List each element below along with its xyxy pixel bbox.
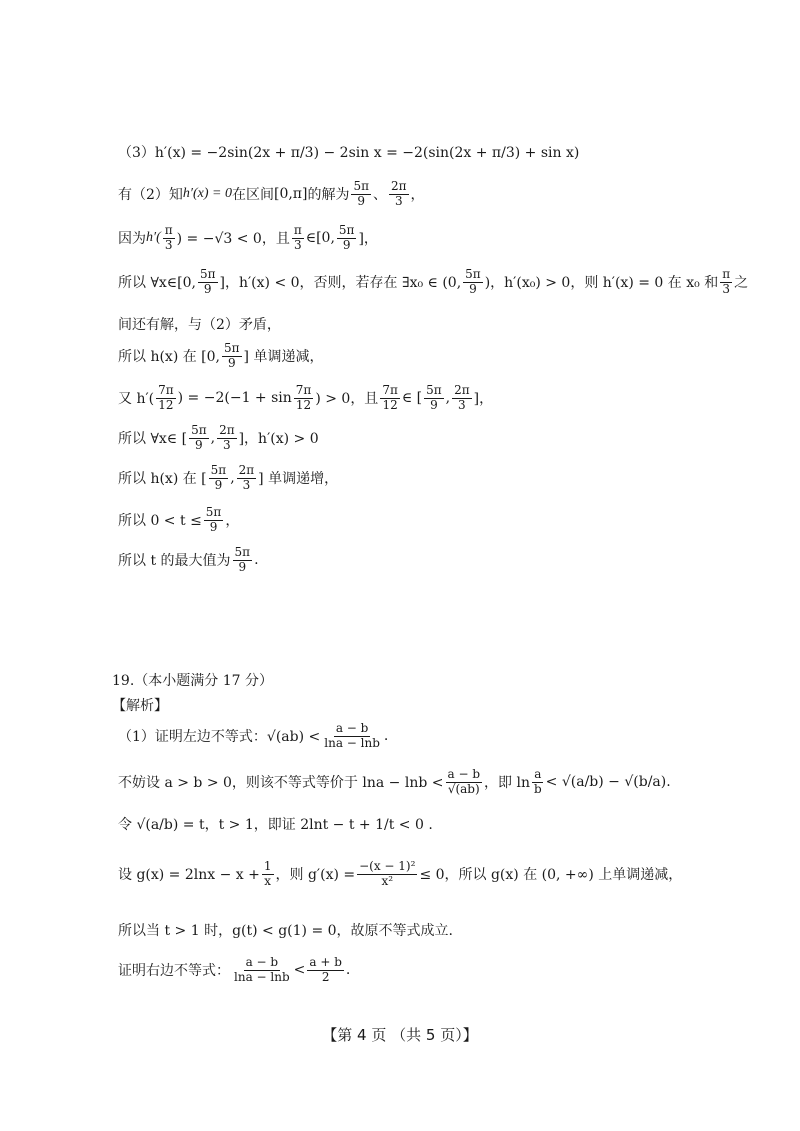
math: h′(x) = 0	[182, 186, 232, 202]
text: 在区间	[231, 187, 274, 204]
denominator: 9	[227, 355, 236, 370]
numerator: 7π	[382, 383, 398, 397]
fraction	[463, 268, 483, 297]
denominator: 3	[223, 437, 231, 452]
q19-line-1	[118, 722, 388, 751]
denominator: x	[264, 873, 272, 888]
part3-line-8	[118, 424, 319, 453]
question-19-title: 19.（本小题满分 17 分）	[112, 673, 273, 689]
denominator: 9	[203, 281, 212, 296]
text: 间还有解，与（2）矛盾，	[118, 317, 281, 333]
fraction	[424, 384, 444, 413]
text: 所以 t 的最大值为	[118, 553, 231, 570]
text: ,	[230, 470, 235, 487]
text: ]，h′(x) < 0，否则，若存在 ∃x₀ ∈ (0,	[219, 275, 462, 292]
numerator: −(x − 1)²	[359, 859, 416, 873]
numerator: 5π	[353, 179, 369, 193]
fraction	[262, 860, 274, 889]
math: h′(	[146, 230, 161, 246]
text: ] 单调递增，	[258, 471, 339, 488]
fraction	[292, 224, 304, 253]
numerator: a	[534, 767, 542, 781]
text: ，则 g′(x) =	[275, 867, 356, 884]
numerator: a + b	[309, 955, 342, 969]
text: ,	[445, 390, 451, 407]
text: .	[345, 962, 351, 979]
denominator: 3	[293, 237, 302, 252]
fraction	[163, 224, 175, 253]
denominator: 9	[469, 281, 477, 296]
math: [0,π]	[273, 186, 308, 203]
denominator: 9	[209, 519, 218, 534]
numerator: π	[722, 267, 731, 281]
denominator: 3	[164, 237, 173, 252]
denominator: 9	[195, 437, 203, 452]
text: 有（2）知	[118, 187, 183, 204]
page-footer: 【第 4 页 （共 5 页）】	[322, 1026, 478, 1044]
part3-line-5	[118, 314, 281, 334]
denominator: 3	[242, 477, 251, 492]
text: .	[383, 728, 389, 745]
numerator: 1	[263, 859, 272, 873]
text: ]，h′(x) > 0	[238, 431, 319, 448]
text: ≤ 0，所以 g(x) 在 (0, +∞) 上单调递减，	[419, 867, 683, 884]
numerator: 2π	[238, 463, 255, 477]
fraction	[720, 268, 732, 297]
numerator: 5π	[338, 223, 355, 237]
numerator: 5π	[191, 423, 207, 437]
part3-line-3	[118, 224, 378, 253]
text: 所以 h(x) 在 [	[118, 471, 207, 488]
denominator: b	[533, 781, 542, 796]
part3-line-7	[118, 384, 493, 413]
q19-line-4	[118, 860, 682, 889]
numerator: 5π	[234, 545, 251, 559]
fraction	[233, 546, 253, 575]
fraction	[189, 424, 209, 453]
text: 令 √(a/b) = t，t > 1，即证 2lnt − t + 1/t < 0 .	[118, 817, 433, 833]
numerator: a − b	[245, 955, 279, 969]
fraction	[294, 384, 314, 413]
text: ,	[210, 430, 216, 447]
fraction	[209, 464, 229, 493]
fraction	[389, 180, 409, 209]
text: 所以 ∀x∈[0,	[118, 275, 196, 292]
text: ) = −√3 < 0，且	[176, 231, 290, 248]
denominator: 9	[430, 397, 438, 412]
numerator: 5π	[210, 463, 227, 477]
denominator: 9	[357, 193, 366, 208]
q19-line-6	[118, 956, 350, 985]
fraction	[322, 722, 382, 751]
fraction	[337, 224, 357, 253]
numerator: π	[293, 223, 302, 237]
text: .	[254, 552, 259, 569]
denominator: 12	[295, 397, 312, 412]
fraction	[156, 384, 176, 413]
denominator: 3	[458, 397, 466, 412]
denominator: 9	[342, 237, 351, 252]
part3-line-2	[118, 180, 425, 209]
part3-line-9	[118, 464, 338, 493]
part3-line-4	[118, 268, 748, 297]
numerator: π	[164, 223, 173, 237]
numerator: 7π	[295, 383, 312, 397]
q19-line-2	[118, 768, 671, 797]
fraction	[357, 860, 417, 889]
text: 证明右边不等式：	[118, 963, 230, 980]
text: 设 g(x) = 2lnx − x +	[118, 867, 260, 884]
numerator: 5π	[224, 341, 240, 355]
text: ，	[225, 513, 240, 530]
denominator: 9	[214, 477, 223, 492]
text: （3）h′(x) = −2sin(2x + π/3) − 2sin x = −2(sin(2x + π/3) + sin x)	[118, 145, 580, 161]
text: ]，	[473, 391, 494, 408]
denominator: √(ab)	[447, 781, 480, 796]
part3-line-11	[118, 546, 259, 575]
fraction	[204, 506, 224, 535]
numerator: 5π	[199, 267, 216, 281]
text: 因为	[118, 231, 146, 248]
text: 所以当 t > 1 时，g(t) < g(1) = 0，故原不等式成立.	[118, 923, 453, 939]
text: ，即 ln	[484, 775, 530, 792]
fraction	[198, 268, 218, 297]
denominator: 12	[382, 397, 398, 412]
text: （1）证明左边不等式：√(ab) <	[118, 729, 321, 746]
text: <	[293, 962, 306, 979]
text: ，	[410, 187, 425, 204]
fraction	[532, 768, 544, 797]
denominator: 12	[158, 397, 174, 412]
part3-line-1	[118, 142, 579, 162]
numerator: 2π	[391, 179, 407, 193]
text: ) > 0，且	[315, 391, 379, 408]
text: 的解为	[307, 187, 350, 204]
fraction	[232, 956, 292, 985]
denominator: 9	[238, 559, 247, 574]
q19-line-5	[118, 920, 453, 940]
text: ) = −2(−1 + sin	[177, 390, 292, 407]
fraction	[452, 384, 472, 413]
text: ]，	[358, 231, 378, 248]
fraction	[307, 956, 344, 985]
numerator: a − b	[447, 767, 481, 781]
numerator: 2π	[454, 383, 470, 397]
part3-line-6	[118, 342, 323, 371]
denominator: lna − lnb	[234, 969, 290, 984]
q19-line-3	[118, 814, 433, 834]
denominator: 3	[394, 193, 403, 208]
analysis-label: 【解析】	[112, 698, 168, 714]
text: )，h′(x₀) > 0，则 h′(x) = 0 在 x₀ 和	[484, 275, 719, 292]
numerator: 5π	[205, 505, 222, 519]
numerator: 5π	[426, 383, 442, 397]
numerator: 2π	[219, 423, 235, 437]
text: ∈ [	[401, 390, 423, 407]
text: 所以 0 < t ≤	[118, 513, 202, 530]
text: 又 h′(	[118, 391, 155, 408]
text: 所以 h(x) 在 [0,	[118, 349, 221, 366]
denominator: lna − lnb	[324, 735, 380, 750]
denominator: 3	[722, 281, 730, 296]
fraction	[217, 424, 237, 453]
part3-line-10	[118, 506, 239, 535]
text: 之	[734, 275, 749, 292]
text: ∈[0,	[305, 230, 335, 247]
numerator: 5π	[465, 267, 481, 281]
fraction	[380, 384, 400, 413]
numerator: 7π	[158, 383, 174, 397]
numerator: a − b	[335, 721, 369, 735]
fraction	[446, 768, 483, 797]
fraction	[237, 464, 257, 493]
denominator: 2	[321, 969, 330, 984]
text: 、	[373, 187, 387, 204]
text: ] 单调递减，	[243, 349, 324, 366]
fraction	[351, 180, 371, 209]
text: < √(a/b) − √(b/a).	[545, 774, 671, 791]
text: 所以 ∀x∈ [	[118, 431, 188, 448]
fraction	[222, 342, 242, 371]
denominator: x²	[381, 873, 394, 888]
text: 不妨设 a > b > 0，则该不等式等价于 lna − lnb <	[118, 775, 444, 792]
